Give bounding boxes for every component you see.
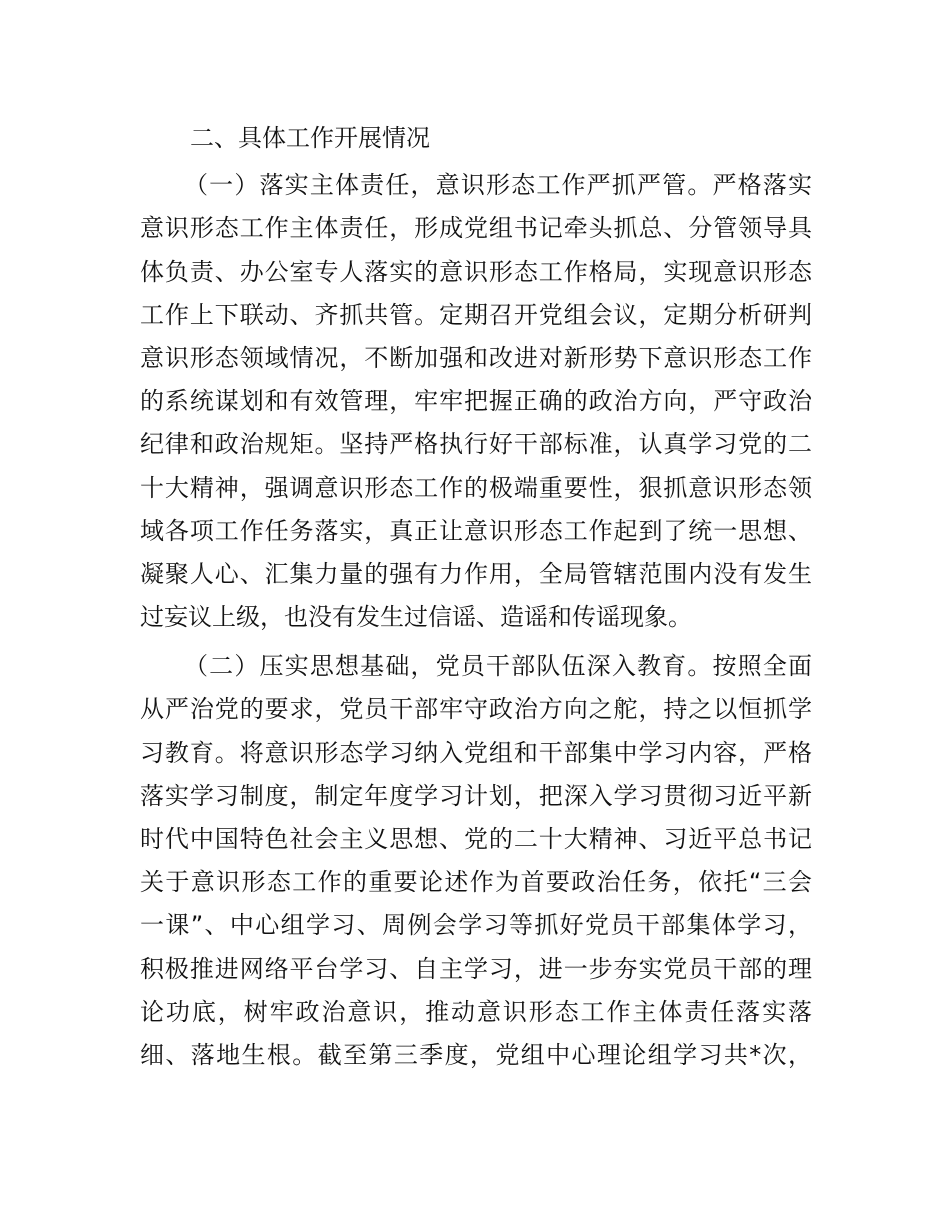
document-body	[140, 117, 812, 1077]
text-line: 论功底，树牢政治意识，推动意识形态工作主体责任落实落	[140, 997, 812, 1026]
text-line: 意识形态工作主体责任，形成党组书记牵头抓总、分管领导具	[140, 214, 812, 243]
text-line: 的系统谋划和有效管理，牢牢把握正确的政治方向，严守政治	[140, 387, 812, 416]
text-line: 细、落地生根。截至第三季度，党组中心理论组学习共*次，	[140, 1040, 812, 1069]
text-line: 习教育。将意识形态学习纳入党组和干部集中学习内容，严格	[140, 738, 812, 767]
text-line: 一课”、中心组学习、周例会学习等抓好党员干部集体学习，	[140, 911, 812, 940]
text-line: 关于意识形态工作的重要论述作为首要政治任务，依托“三会	[140, 868, 812, 897]
text-line: （二）压实思想基础，党员干部队伍深入教育。按照全面	[184, 652, 812, 681]
text-line: 体负责、办公室专人落实的意识形态工作格局，实现意识形态	[140, 257, 812, 286]
paragraph-1	[140, 164, 812, 639]
text-line: 从严治党的要求，党员干部牢守政治方向之舵，持之以恒抓学	[140, 695, 812, 724]
text-line: 域各项工作任务落实，真正让意识形态工作起到了统一思想、	[140, 516, 812, 545]
paragraph-2	[140, 645, 812, 1077]
text-line: 工作上下联动、齐抓共管。定期召开党组会议，定期分析研判	[140, 300, 812, 329]
text-line: 时代中国特色社会主义思想、党的二十大精神、习近平总书记	[140, 825, 812, 854]
text-line: 过妄议上级，也没有发生过信谣、造谣和传谣现象。	[140, 603, 692, 632]
section-heading: 二、具体工作开展情况	[190, 124, 430, 152]
text-line: 纪律和政治规矩。坚持严格执行好干部标准，认真学习党的二	[140, 430, 812, 459]
text-line: 落实学习制度，制定年度学习计划，把深入学习贯彻习近平新	[140, 781, 812, 810]
text-line: 十大精神，强调意识形态工作的极端重要性，狠抓意识形态领	[140, 473, 812, 502]
text-line: 凝聚人心、汇集力量的强有力作用，全局管辖范围内没有发生	[140, 559, 812, 588]
text-line: 意识形态领域情况，不断加强和改进对新形势下意识形态工作	[140, 343, 812, 372]
text-line: （一）落实主体责任，意识形态工作严抓严管。严格落实	[184, 171, 812, 200]
text-line: 积极推进网络平台学习、自主学习，进一步夯实党员干部的理	[140, 954, 812, 983]
